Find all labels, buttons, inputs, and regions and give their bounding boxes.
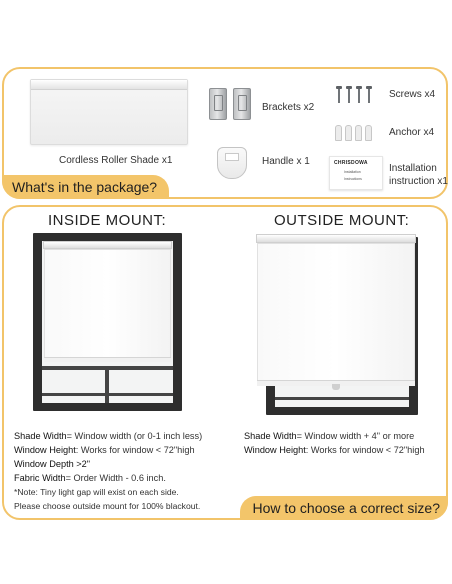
window-mullion	[105, 366, 109, 403]
pull-tab	[332, 384, 340, 390]
sizing-banner: How to choose a correct size?	[240, 496, 448, 520]
shade-headrail	[256, 234, 416, 243]
inside-spec-line	[14, 458, 90, 470]
anchor-image	[355, 125, 362, 141]
inside-shade-fabric	[44, 249, 171, 358]
spec-key: Shade Width	[14, 431, 67, 441]
spec-value: = Window width (or 0-1 inch less)	[66, 431, 203, 441]
outside-mount-title: OUTSIDE MOUNT:	[274, 212, 410, 229]
screws-label: Screws x4	[389, 89, 436, 100]
inside-spec-line	[14, 444, 195, 456]
outside-shade-fabric	[257, 243, 415, 381]
shade-label: Cordless Roller Shade x1	[59, 155, 173, 166]
booklet-line: Installation	[344, 170, 361, 174]
inside-note-line	[14, 500, 200, 512]
spec-key: Window Height	[14, 445, 76, 455]
spec-key: Fabric Width	[14, 473, 66, 483]
package-banner: What's in the package?	[2, 175, 169, 199]
spec-key: Window Height	[244, 445, 306, 455]
booklet-brand: CHRISDOWA	[334, 160, 368, 166]
shade-bottom-rail	[44, 357, 171, 362]
inside-spec-line	[14, 472, 166, 484]
inside-window-frame	[33, 233, 182, 411]
instruction-booklet-image	[329, 156, 383, 190]
screw-image	[338, 89, 340, 103]
handle-image	[217, 147, 247, 179]
screw-image	[368, 89, 370, 103]
note-text: Please choose outside mount for 100% blackout.	[14, 501, 201, 511]
spec-value: = Window width + 4" or more	[296, 431, 415, 441]
anchor-image	[335, 125, 342, 141]
inside-mount-title: INSIDE MOUNT:	[48, 212, 167, 229]
sizing-guide-panel	[2, 205, 448, 520]
note-text: *Note: Tiny light gap will exist on each side.	[14, 487, 179, 497]
inside-spec-line	[14, 430, 202, 442]
outside-spec-line	[244, 444, 425, 456]
screw-image	[348, 89, 350, 103]
spec-key: Shade Width	[244, 431, 297, 441]
roller-shade-image	[30, 79, 188, 145]
window-mullion	[275, 397, 409, 400]
instruction-label: Installation instruction x1	[389, 163, 448, 187]
spec-value: : Works for window < 72"high	[305, 445, 425, 455]
bracket-image	[233, 88, 251, 120]
outside-spec-line	[244, 430, 414, 442]
handle-label: Handle x 1	[262, 156, 310, 167]
bracket-image	[209, 88, 227, 120]
anchor-label: Anchor x4	[389, 127, 435, 138]
inside-note-line	[14, 486, 179, 498]
brackets-label: Brackets x2	[262, 102, 315, 113]
spec-value: = Order Width - 0.6 inch.	[65, 473, 166, 483]
screw-image	[358, 89, 360, 103]
booklet-line: Instructions	[344, 177, 362, 181]
window-mullion	[42, 393, 173, 396]
anchor-image	[365, 125, 372, 141]
spec-value: : Works for window < 72"high	[75, 445, 195, 455]
package-contents-panel	[2, 67, 448, 199]
spec-key: Window Depth >2"	[14, 459, 91, 469]
shade-headrail	[43, 241, 172, 249]
anchor-image	[345, 125, 352, 141]
